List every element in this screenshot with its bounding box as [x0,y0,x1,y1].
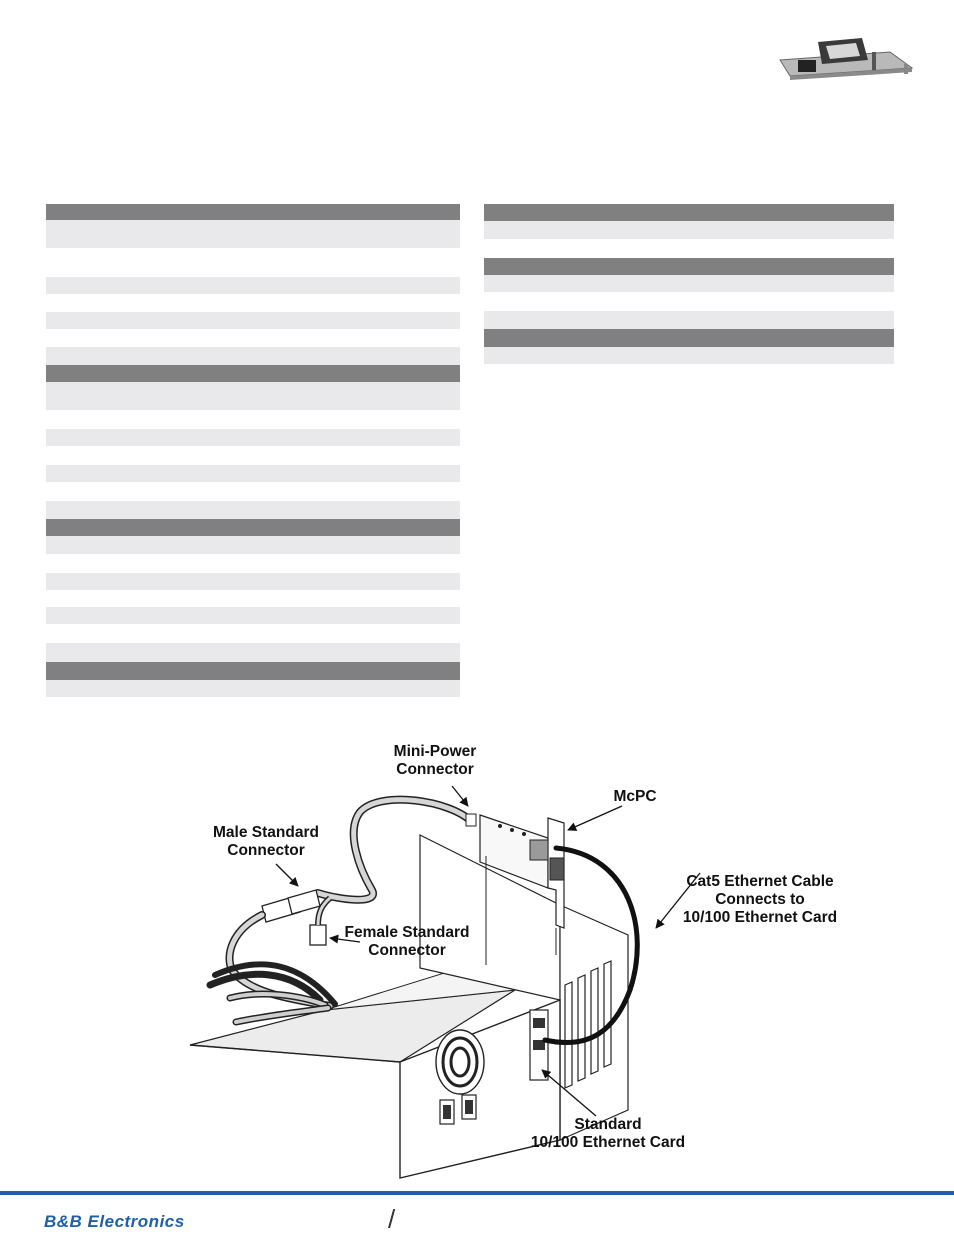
table-header-bar [46,365,460,382]
footer-rule [0,1191,954,1195]
table-row [46,501,460,519]
table-row [46,312,460,329]
table-row [46,536,460,554]
table-row [46,465,460,482]
female-connector [310,925,326,945]
table-row [484,347,894,364]
label-mini-power-connector: Mini-Power Connector [393,743,477,778]
table-row [46,607,460,624]
table-header-bar [484,329,894,347]
table-header-bar [46,204,460,220]
table-header-bar [46,519,460,536]
table-row [46,220,460,248]
product-photo [770,30,920,85]
table-header-bar [484,258,894,275]
table-row [46,347,460,365]
table-row [46,382,460,410]
table-row [46,277,460,294]
label-male-standard-connector: Male Standard Connector [213,824,319,859]
table-row [46,643,460,662]
table-header-bar [484,204,894,221]
label-mcpc: McPC [613,788,657,805]
psu-fan-icon [436,1030,484,1094]
table-row [484,221,894,239]
label-standard-ethernet-card: Standard 10/100 Ethernet Card [530,1116,686,1151]
table-row [46,573,460,590]
table-row [484,275,894,292]
table-row [46,680,460,697]
table-row [46,429,460,446]
table-header-bar [46,662,460,680]
brand-logo: B&B Electronics [44,1212,185,1231]
footer-separator: / [388,1204,396,1234]
label-cat5-cable: Cat5 Ethernet Cable Connects to 10/100 Ethernet Card [682,873,838,926]
label-female-standard-connector: Female Standard Connector [344,924,470,959]
table-row [484,311,894,329]
